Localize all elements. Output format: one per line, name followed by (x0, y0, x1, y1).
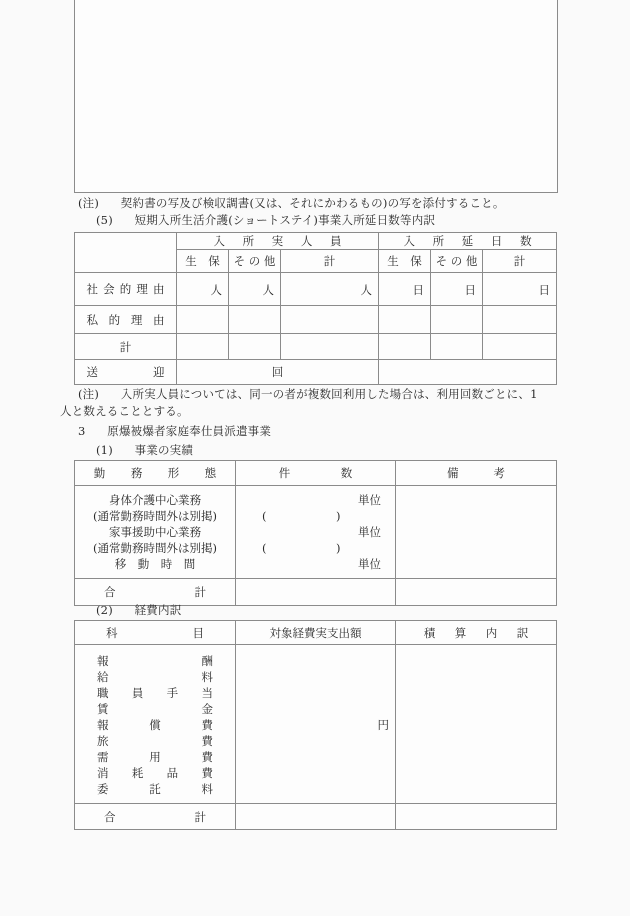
cell-count-entries[interactable] (236, 486, 396, 579)
section-3-title: 原爆被爆者家庭奉仕員派遣事業 (107, 424, 272, 438)
table-row (75, 334, 557, 360)
cell-expense-total-calculation[interactable] (396, 804, 557, 830)
expense-item: 需用費 (97, 750, 213, 764)
subsection-1-heading (96, 442, 193, 458)
header-expense-calculation: 積 算 内 訳 (396, 621, 557, 645)
row-label-grand-total: 合 計 (75, 579, 236, 606)
cell-total-count[interactable] (236, 579, 396, 606)
table-row-group-header (75, 233, 557, 250)
note-contract (78, 195, 505, 211)
cell-expense-amounts[interactable] (236, 645, 396, 804)
subheader-total-persons: 計 (281, 250, 379, 273)
cell-private-total-days[interactable] (483, 306, 557, 334)
cell-social-welfare-persons[interactable]: 人 (177, 273, 229, 306)
table-row (75, 273, 557, 306)
section-3-number: 3 (78, 424, 86, 438)
count-paren-line: ( ) (262, 509, 341, 523)
cell-transport-count[interactable]: 回 (177, 360, 379, 385)
row-label-transport: 送 迎 (75, 360, 177, 385)
table-shortstay (74, 232, 557, 385)
header-remarks: 備 考 (396, 461, 557, 486)
corner-cell (75, 233, 177, 273)
table-row-total (75, 804, 557, 830)
count-unit-line: 単位 (358, 493, 381, 507)
cell-subtotal-welfare-persons[interactable] (177, 334, 229, 360)
expense-item: 旅費 (97, 734, 213, 748)
work-item-line: 家事援助中心業務 (109, 525, 201, 539)
note-persons-text-1: 入所実人員については、同一の者が複数回利用した場合は、利用回数ごとに、1 (120, 387, 538, 401)
cell-subtotal-other-persons[interactable] (229, 334, 281, 360)
cell-private-welfare-persons[interactable] (177, 306, 229, 334)
cell-social-total-days[interactable]: 日 (483, 273, 557, 306)
expense-item: 職員手当 (97, 686, 213, 700)
note-contract-text: 契約書の写及び検収調書(又は、それにかわるもの)の写を添付すること。 (120, 196, 505, 210)
expense-item: 給料 (97, 670, 213, 684)
cell-subtotal-total-persons[interactable] (281, 334, 379, 360)
subheader-other-days: そ の 他 (431, 250, 483, 273)
cell-private-welfare-days[interactable] (379, 306, 431, 334)
count-unit-line: 単位 (358, 557, 381, 571)
continuation-box (74, 0, 558, 193)
subsection-2-number: (2) (96, 603, 113, 617)
cell-social-other-days[interactable]: 日 (431, 273, 483, 306)
header-count: 件 数 (236, 461, 396, 486)
note-persons-text-2: 人と数えることとする。 (60, 404, 189, 418)
cell-subtotal-total-days[interactable] (483, 334, 557, 360)
section-5-title: 短期入所生活介護(ショートステイ)事業入所延日数等内訳 (134, 213, 436, 227)
header-expense-item: 科 目 (75, 621, 236, 645)
note-persons-marker: (注) (78, 387, 100, 401)
row-label-expense-total: 合 計 (75, 804, 236, 830)
expense-item: 賃金 (97, 702, 213, 716)
table-results (74, 460, 557, 606)
cell-expense-calculations[interactable] (396, 645, 557, 804)
row-label-social-reason: 社 会 的 理 由 (75, 273, 177, 306)
cell-work-type-items (75, 486, 236, 579)
header-expense-amount: 対象経費実支出額 (236, 621, 396, 645)
work-type-item-list (75, 488, 235, 576)
cell-expense-total-amount[interactable] (236, 804, 396, 830)
count-unit-line: 単位 (358, 525, 381, 539)
cell-expense-item-list (75, 645, 236, 804)
work-item-line: 身体介護中心業務 (109, 493, 201, 507)
cell-private-other-persons[interactable] (229, 306, 281, 334)
subsection-2-title: 経費内訳 (134, 603, 182, 617)
table-row-header (75, 621, 557, 645)
cell-transport-empty[interactable] (379, 360, 557, 385)
section-5-number: (5) (96, 213, 113, 227)
row-label-private-reason: 私 的 理 由 (75, 306, 177, 334)
expense-item: 報償費 (97, 718, 213, 732)
cell-social-welfare-days[interactable]: 日 (379, 273, 431, 306)
cell-remarks-entries[interactable] (396, 486, 557, 579)
work-item-line: (通常勤務時間外は別掲) (93, 509, 217, 523)
note-contract-marker: (注) (78, 196, 100, 210)
table-row-transport (75, 360, 557, 385)
expense-item: 消耗品費 (97, 766, 213, 780)
cell-social-total-persons[interactable]: 人 (281, 273, 379, 306)
note-persons-line2 (60, 403, 189, 419)
count-paren-line: ( ) (262, 541, 341, 555)
subsection-1-title: 事業の実績 (134, 443, 194, 457)
work-item-line: 移 動 時 間 (114, 557, 196, 571)
header-total-days: 入 所 延 日 数 (379, 233, 557, 250)
table-row-items (75, 486, 557, 579)
subheader-welfare-persons: 生 保 (177, 250, 229, 273)
expense-item: 委託料 (97, 782, 213, 796)
table-row-header (75, 461, 557, 486)
cell-subtotal-welfare-days[interactable] (379, 334, 431, 360)
count-unit-list (236, 490, 395, 574)
cell-subtotal-other-days[interactable] (431, 334, 483, 360)
table-row-items (75, 645, 557, 804)
header-work-type: 勤 務 形 態 (75, 461, 236, 486)
row-label-subtotal: 計 (75, 334, 177, 360)
subsection-2-heading (96, 602, 181, 618)
cell-social-other-persons[interactable]: 人 (229, 273, 281, 306)
cell-private-total-persons[interactable] (281, 306, 379, 334)
expense-item: 報酬 (97, 654, 213, 668)
subheader-other-persons: そ の 他 (229, 250, 281, 273)
table-row (75, 306, 557, 334)
cell-total-remarks[interactable] (396, 579, 557, 606)
expense-items (75, 647, 235, 801)
subsection-1-number: (1) (96, 443, 113, 457)
header-actual-persons: 入 所 実 人 員 (177, 233, 379, 250)
section-3-heading (78, 423, 271, 439)
subheader-welfare-days: 生 保 (379, 250, 431, 273)
subheader-total-days-col: 計 (483, 250, 557, 273)
cell-private-other-days[interactable] (431, 306, 483, 334)
note-persons-line1 (78, 386, 538, 402)
table-expenses (74, 620, 557, 830)
currency-unit-label: 円 (377, 718, 389, 732)
section-5-heading (96, 212, 435, 228)
work-item-line: (通常勤務時間外は別掲) (93, 541, 217, 555)
